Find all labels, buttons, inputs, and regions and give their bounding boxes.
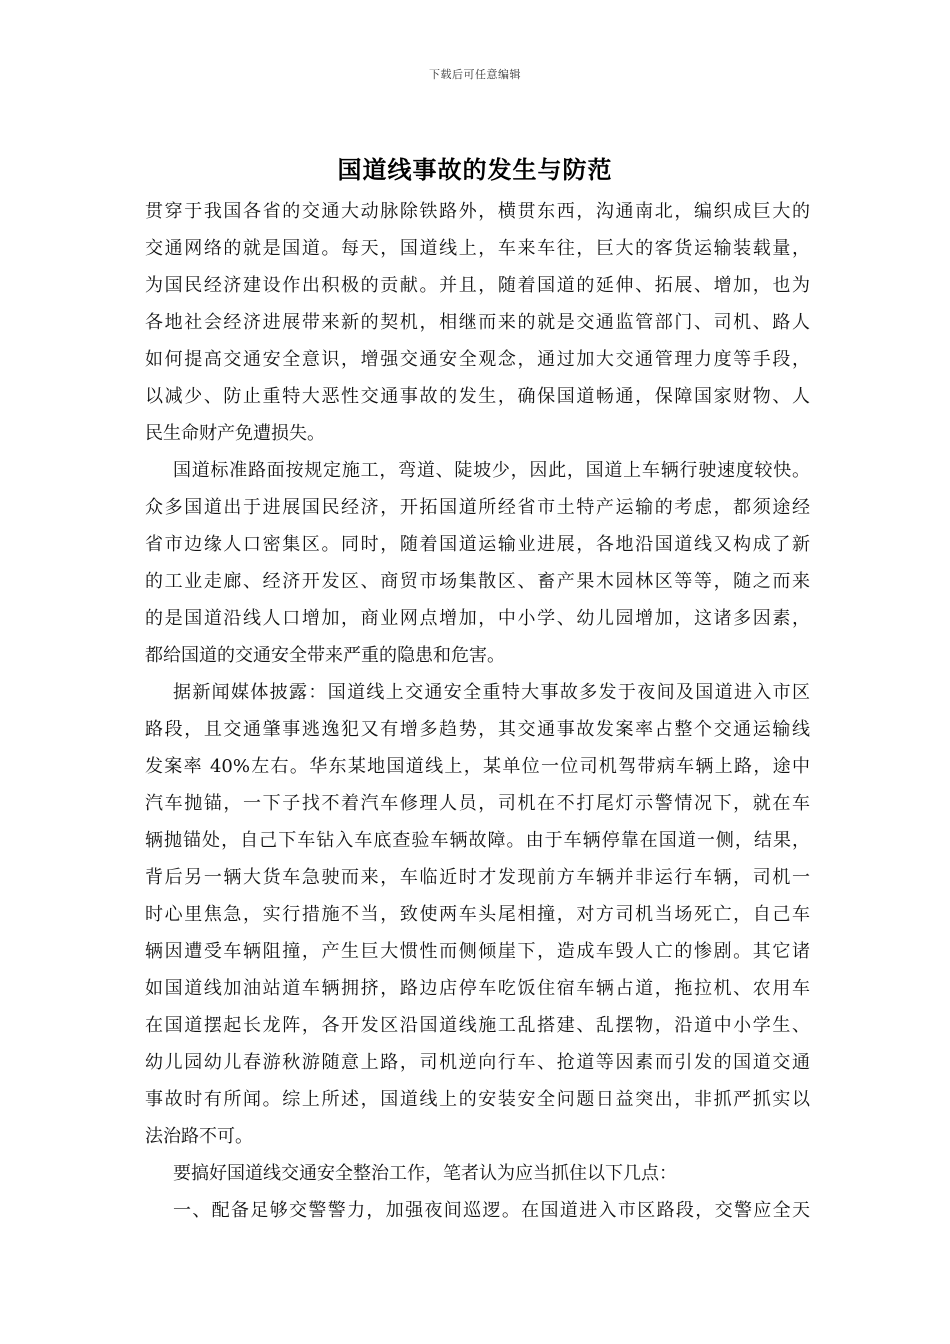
text-line: 众多国道出于进展国民经济，开拓国道所经省市土特产运输的考虑，都须途经 bbox=[145, 497, 810, 518]
text-line: 一、配备足够交警警力，加强夜间巡逻。在国道进入市区路段，交警应全天 bbox=[173, 1200, 810, 1221]
text-line: 要搞好国道线交通安全整治工作，笔者认为应当抓住以下几点： bbox=[173, 1163, 677, 1184]
text-line: 国道标准路面按规定施工，弯道、陡坡少，因此，国道上车辆行驶速度较快。 bbox=[173, 460, 810, 481]
text-line: 幼儿园幼儿春游秋游随意上路，司机逆向行车、抢道等因素而引发的国道交通 bbox=[145, 1052, 810, 1073]
text-line: 交通网络的就是国道。每天，国道线上，车来车往，巨大的客货运输装载量， bbox=[145, 238, 810, 259]
text-line: 时心里焦急，实行措施不当，致使两车头尾相撞，对方司机当场死亡，自己车 bbox=[145, 904, 810, 925]
text-line: 的工业走廊、经济开发区、商贸市场集散区、畜产果木园林区等等，随之而来 bbox=[145, 571, 810, 592]
document-title: 国道线事故的发生与防范 bbox=[337, 155, 613, 184]
header-note: 下载后可任意编辑 bbox=[429, 68, 521, 81]
text-line: 民生命财产免遭损失。 bbox=[145, 423, 325, 444]
text-line: 辆因遭受车辆阻撞，产生巨大惯性而侧倾崖下，造成车毁人亡的惨剧。其它诸 bbox=[145, 941, 810, 962]
text-line: 在国道摆起长龙阵，各开发区沿国道线施工乱搭建、乱摆物，沿道中小学生、 bbox=[145, 1015, 810, 1036]
text-line: 如国道线加油站道车辆拥挤，路边店停车吃饭住宿车辆占道，拖拉机、农用车 bbox=[145, 978, 810, 999]
body-text bbox=[145, 193, 810, 1229]
text-line: 路段，且交通肇事逃逸犯又有增多趋势，其交通事故发案率占整个交通运输线 bbox=[145, 719, 810, 740]
text-line: 事故时有所闻。综上所述，国道线上的安装安全问题日益突出，非抓严抓实以 bbox=[145, 1089, 810, 1110]
text-line: 发案率 40%左右。华东某地国道线上，某单位一位司机驾带病车辆上路，途中 bbox=[145, 756, 810, 777]
text-line: 各地社会经济进展带来新的契机，相继而来的就是交通监管部门、司机、路人 bbox=[145, 312, 810, 333]
text-line: 以减少、防止重特大恶性交通事故的发生，确保国道畅通，保障国家财物、人 bbox=[145, 386, 810, 407]
text-line: 贯穿于我国各省的交通大动脉除铁路外，横贯东西，沟通南北，编织成巨大的 bbox=[145, 201, 810, 222]
text-line: 法治路不可。 bbox=[145, 1126, 253, 1147]
text-line: 辆抛锚处，自己下车钻入车底查验车辆故障。由于车辆停靠在国道一侧，结果， bbox=[145, 830, 810, 851]
text-line: 据新闻媒体披露：国道线上交通安全重特大事故多发于夜间及国道进入市区 bbox=[173, 682, 810, 703]
text-line: 背后另一辆大货车急驶而来，车临近时才发现前方车辆并非运行车辆，司机一 bbox=[145, 867, 810, 888]
text-line: 的是国道沿线人口增加，商业网点增加，中小学、幼儿园增加，这诸多因素， bbox=[145, 608, 810, 629]
text-line: 省市边缘人口密集区。同时，随着国道运输业进展，各地沿国道线又构成了新 bbox=[145, 534, 810, 555]
text-line: 为国民经济建设作出积极的贡献。并且，随着国道的延伸、拓展、增加，也为 bbox=[145, 275, 810, 296]
text-line: 都给国道的交通安全带来严重的隐患和危害。 bbox=[145, 645, 505, 666]
text-line: 如何提高交通安全意识，增强交通安全观念，通过加大交通管理力度等手段， bbox=[145, 349, 810, 370]
text-line: 汽车抛锚，一下子找不着汽车修理人员，司机在不打尾灯示警情况下，就在车 bbox=[145, 793, 810, 814]
